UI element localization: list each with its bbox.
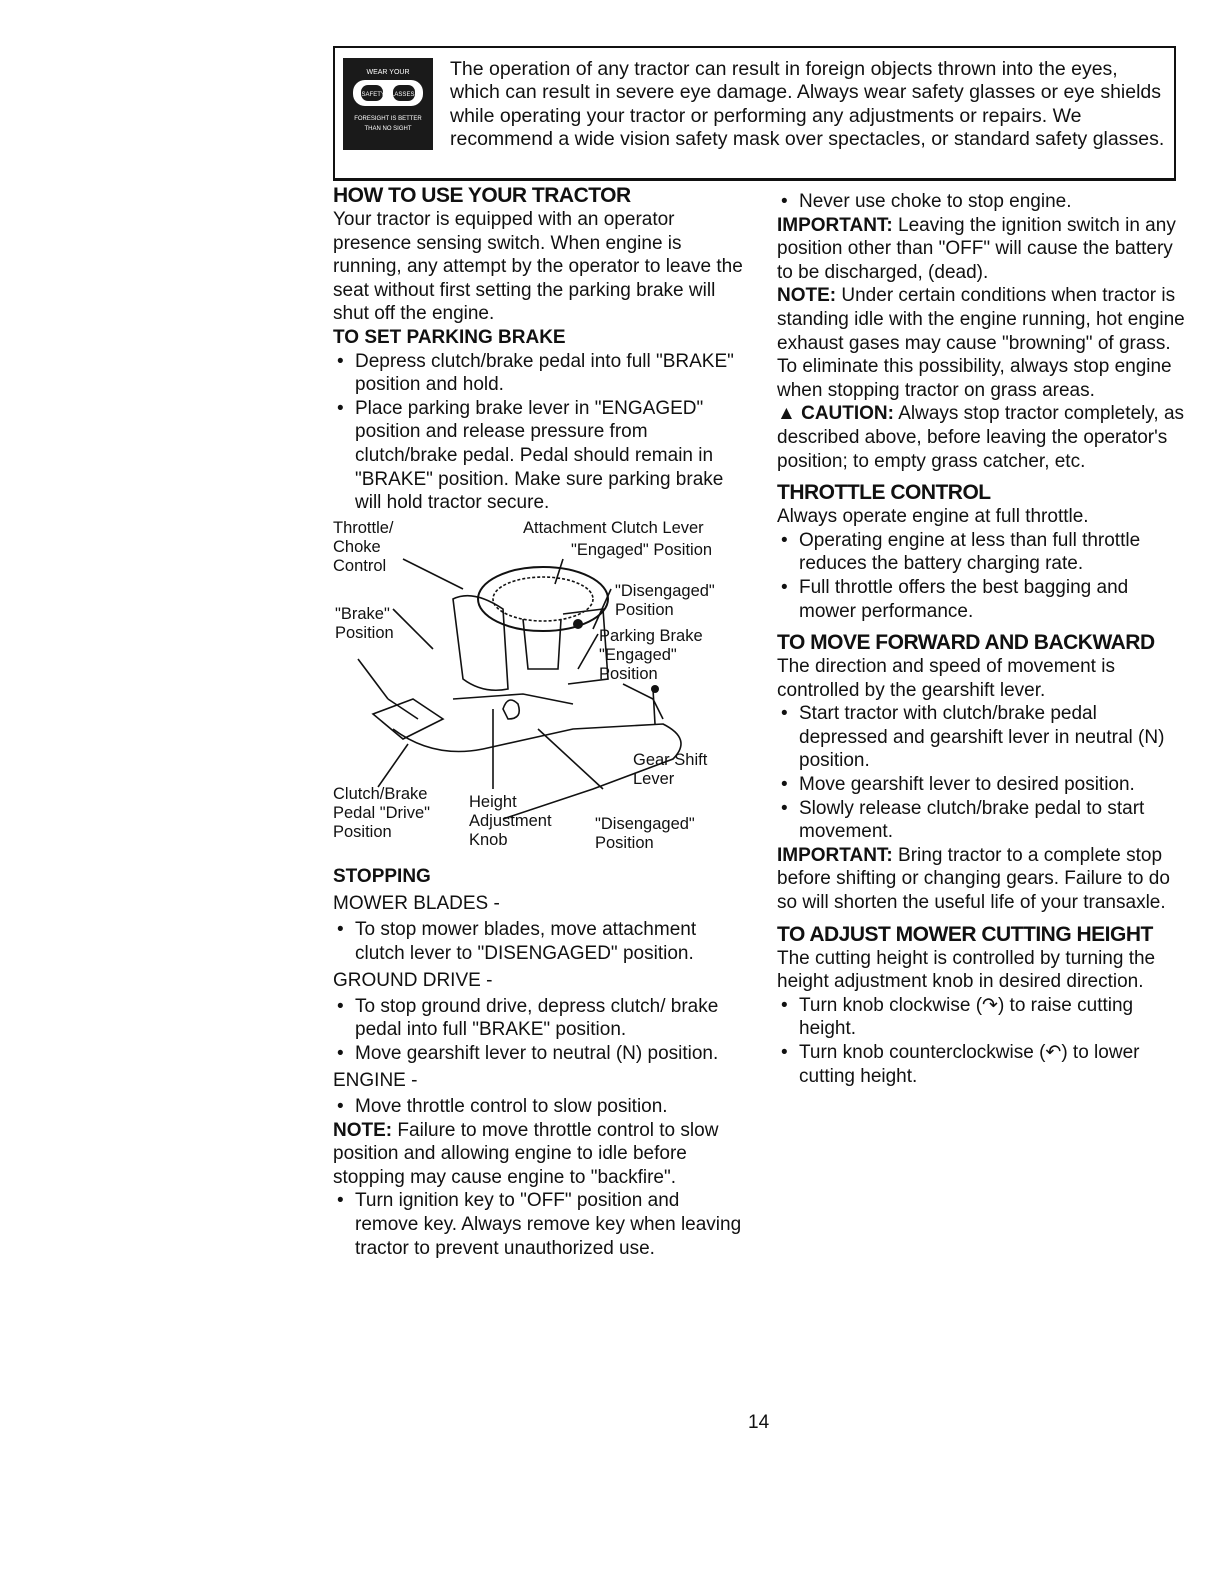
choke-list [777,190,1189,214]
adjust-item-text: ) to raise cutting height. [799,994,1134,1040]
list-item: • Operating engine at less than full throttle reduces the battery charging rate. [777,529,1189,576]
list-item: • Full throttle offers the best bagging and mower performance. [777,576,1189,623]
adjust-list [777,994,1189,1088]
counterclockwise-arrow-icon: ↶ [1045,1042,1062,1063]
gear-shift-lever-label: Gear Shift Lever [633,750,708,788]
brake-position-label: "Brake" Position [335,604,394,642]
clutch-brake-pedal-label: Clutch/Brake Pedal "Drive" Position [333,784,431,841]
throttle-list [777,529,1189,623]
page-number: 14 [748,1412,770,1433]
caution-warning-icon: ▲ [777,403,796,425]
note-label: NOTE: [333,1119,393,1141]
throttle-choke-label: Throttle/ Choke Control [333,518,394,575]
note-label: NOTE: [777,285,837,307]
note-text: Failure to move throttle control to slow position and allowing engine to idle before stopping may cause engine to "backfire". [333,1119,719,1188]
how-to-use-text: Your tractor is equipped with an operator presence sensing switch. When engine is running, any attempt by the operator to leave the seat without first setting the parking brake will shut off the engine. [333,209,743,325]
svg-text:FORESIGHT IS BETTER: FORESIGHT IS BETTER [354,116,422,122]
disengaged-position-bottom-label: "Disengaged" Position [595,814,695,852]
adjust-item-text: ) to lower cutting height. [799,1042,1140,1087]
disengaged-position-top-label: "Disengaged" Position [615,581,715,619]
svg-text:THAN NO SIGHT: THAN NO SIGHT [364,126,412,132]
list-item: • Place parking brake lever in "ENGAGED" position and release pressure from clutch/brake pedal. Pedal should remain in "BRAKE" position. Make sure parking brake will hold tractor secure. [333,397,743,515]
important-text: Leaving the ignition switch in any position other than "OFF" will cause the battery to be discharged, (dead). [777,214,1176,283]
move-forward-heading: TO MOVE FORWARD AND BACKWARD [777,631,1155,655]
adjust-text: The cutting height is controlled by turning the height adjustment knob in desired direction. [777,947,1156,993]
caution-paragraph [777,402,1189,473]
list-item: • To stop ground drive, depress clutch/ brake pedal into full "BRAKE" position. [333,995,743,1042]
list-item: • Turn ignition key to "OFF" position and remove key. Always remove key when leaving tractor to prevent unauthorized use. [333,1189,743,1260]
list-item: • Depress clutch/brake pedal into full "BRAKE" position and hold. [333,350,743,397]
safety-warning-text: The operation of any tractor can result in foreign objects thrown into the eyes, which can result in severe eye damage. Always wear safety glasses or eye shields while operating your tractor or performing any adjustments or repairs. We recommend a wide vision safety mask over spectacles, or standard safety glasses. [450,58,1165,151]
important-text: Bring tractor to a complete stop before shifting or changing gears. Failure to do so will shorten the useful life of your transaxle. [777,844,1170,914]
tractor-controls-diagram [333,519,743,859]
move-list [777,702,1189,844]
adjust-item-text: Turn knob counterclockwise ( [799,1042,1046,1063]
list-item: • Slowly release clutch/brake pedal to start movement. [777,797,1189,844]
important-label: IMPORTANT: [777,844,893,866]
list-item: • Start tractor with clutch/brake pedal depressed and gearshift lever in neutral (N) position. [777,702,1189,773]
list-item [777,1041,1189,1088]
right-column [777,190,1189,1088]
throttle-control-heading: THROTTLE CONTROL [777,481,991,505]
mower-blades-subheading: MOWER BLADES - [333,893,500,915]
throttle-text: Always operate engine at full throttle. [777,506,1089,528]
stopping-heading: STOPPING [333,865,431,887]
list-item [777,994,1189,1041]
attachment-clutch-label: Attachment Clutch Lever [523,518,704,537]
svg-text:SAFETY GLASSES: SAFETY GLASSES [361,92,415,98]
list-item: • To stop mower blades, move attachment clutch lever to "DISENGAGED" position. [333,918,743,965]
gear-shift-marker [651,685,659,693]
ground-drive-subheading: GROUND DRIVE - [333,970,493,992]
move-text: The direction and speed of movement is controlled by the gearshift lever. [777,656,1115,701]
ground-drive-list [333,995,743,1066]
caution-label: CAUTION: [801,403,894,425]
ignition-key-list [333,1189,743,1260]
list-item: • Move gearshift lever to neutral (N) position. [333,1042,743,1066]
ignition-important [777,214,1189,285]
adjust-item-text: Turn knob clockwise ( [799,994,983,1016]
engine-subheading: ENGINE - [333,1070,418,1092]
browning-note [777,284,1189,402]
caution-text: Always stop tractor completely, as described above, before leaving the operator's position; to empty grass catcher, etc. [777,403,1185,472]
list-item: • Never use choke to stop engine. [777,190,1189,214]
engine-list [333,1095,743,1119]
list-item: • Move throttle control to slow position. [333,1095,743,1119]
important-label: IMPORTANT: [777,214,893,236]
note-text: Under certain conditions when tractor is standing idle with the engine running, hot engine exhaust gases may cause "browning" of grass. To eliminate this possibility, always stop engine when stopping tractor on grass areas. [777,285,1185,401]
parking-brake-heading: TO SET PARKING BRAKE [333,326,566,348]
safety-warning-box [333,46,1176,181]
svg-text:WEAR YOUR: WEAR YOUR [366,69,410,76]
height-adjustment-knob-label: Height Adjustment Knob [469,792,552,849]
parking-brake-engaged-label: Parking Brake "Engaged" Position [599,626,703,683]
backfire-note [333,1119,743,1190]
left-column [333,184,743,1260]
gear-important [777,844,1189,915]
adjust-cutting-height-heading: TO ADJUST MOWER CUTTING HEIGHT [777,922,1153,946]
parking-brake-list [333,350,743,515]
list-item: • Move gearshift lever to desired position. [777,773,1189,797]
engaged-position-label: "Engaged" Position [571,540,713,559]
how-to-use-heading: HOW TO USE YOUR TRACTOR [333,184,631,207]
mower-blades-list [333,918,743,965]
clockwise-arrow-icon: ↷ [982,994,998,1016]
wear-safety-glasses-icon [343,58,433,150]
lever-marker [573,619,583,629]
